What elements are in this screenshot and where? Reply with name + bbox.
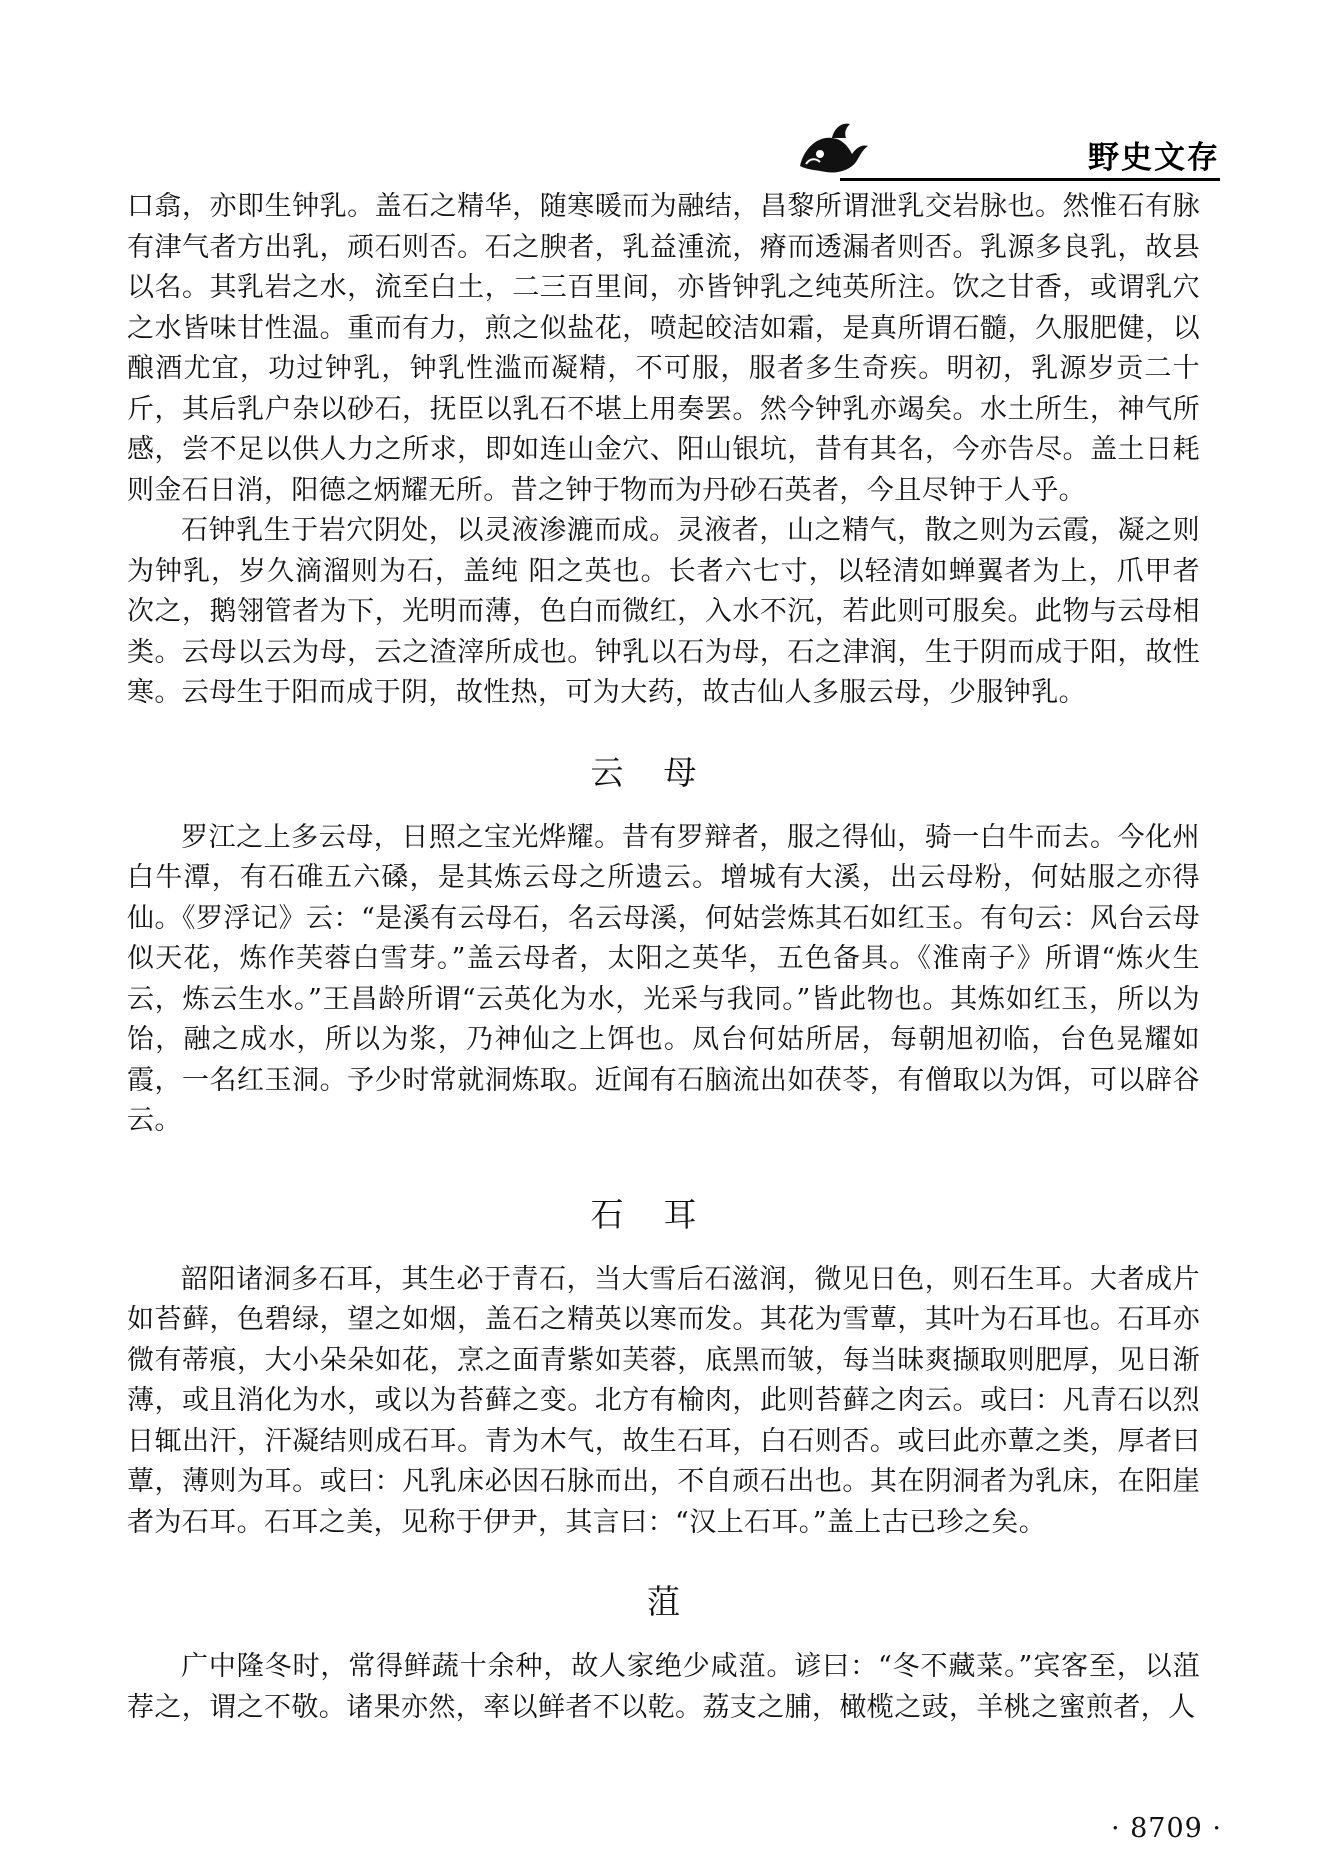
- section-body-zu: 广中隆冬时，常得鲜蔬十余种，故人家绝少咸菹。谚曰：“冬不藏菜。”宾客至，以菹荐之，谓之不敬。诸果亦然，率以鲜者不以乾。荔支之脯，橄榄之豉，羊桃之蜜煎者，人: [127, 1651, 1200, 1723]
- series-title: 野史文存: [1088, 140, 1220, 176]
- section-title-zu: 菹: [647, 1582, 680, 1621]
- paragraph-zhongru-continued: 口翕，亦即生钟乳。盖石之精华，随寒暖而为融结，昌黎所谓泄乳交岩脉也。然惟石有脉有津气者方出乳，顽石则否。石之腴者，乳益湩流，瘠而透漏者则否。乳源多良乳，故县以名。其乳岩之水，流至白土，二三百里间，亦皆钟乳之纯英所注。饮之甘香，或谓乳穴之水皆味甘性温。重而有力，煎之似盐花，喷起皎洁如霜，是真所谓石髓，久服肥健，以酿酒尤宜，功过钟乳，钟乳性滥而凝精，不可服，服者多生奇疾。明初，乳源岁贡二十斤，其后乳户杂以砂石，抚臣以乳石不堪上用奏罢。然今钟乳亦竭矣。水土所生，神气所感，尝不足以供人力之所求，即如连山金穴、阳山银坑，昔有其名，今亦告尽。盖土日耗则金石日消，阳德之炳耀无所。昔之钟于物而为丹砂石英者，今且尽钟于人乎。: [127, 191, 1200, 506]
- header-rule: [840, 178, 1220, 181]
- page-header: [790, 118, 1220, 188]
- section-body-yunmu: 罗江之上多云母，日照之宝光烨耀。昔有罗辩者，服之得仙，骑一白牛而去。今化州白牛潭，有石碓五六磉，是其炼云母之所遗云。增城有大溪，出云母粉，何姑服之亦得仙。《罗浮记》云：“是溪有云母石，名云母溪，何姑尝炼其石如红玉。有句云：风台云母似天花，炼作芙蓉白雪芽。”盖云母者，太阳之英华，五色备具。《淮南子》所谓“炼火生云，炼云生水。”王昌龄所谓“云英化为水，光采与我同。”皆此物也。其炼如红玉，所以为饴，融之成水，所以为浆，乃神仙之上饵也。凤台何姑所居，每朝旭初临，台色晃耀如霞，一名红玉洞。予少时常就洞炼取。近闻有石脑流出如茯苓，有僧取以为饵，可以辟谷云。: [127, 821, 1200, 1136]
- paragraph-shizhongru: 石钟乳生于岩穴阴处，以灵液渗漉而成。灵液者，山之精气，散之则为云霞，凝之则为钟乳，岁久滴溜则为石，盖纯 阳之英也。长者六七寸，以轻清如蝉翼者为上，爪甲者次之，鹅翎管者为下，光明而薄，色白而微红，入水不沉，若此则可服矣。此物与云母相类。云母以云为母，云之渣滓所成也。钟乳以石为母，石之津润，生于阴而成于阳，故性寒。云母生于阳而成于阴，故性热，可为大药，故古仙人多服云母，少服钟乳。: [127, 515, 1200, 708]
- dragon-emblem-icon: [790, 118, 870, 180]
- section-title-shier: 石耳: [590, 1194, 737, 1234]
- page-body: [127, 187, 1200, 1728]
- section-body-shier: 韶阳诸洞多石耳，其生必于青石，当大雪后石滋润，微见日色，则石生耳。大者成片如苔藓，色碧绿，望之如烟，盖石之精英以寒而发。其花为雪蕈，其叶为石耳也。石耳亦微有蒂痕，大小朵朵如花，烹之面青紫如芙蓉，底黑而皱，每当昧爽撷取则肥厚，见日渐薄，或且消化为水，或以为苔藓之变。北方有榆肉，此则苔藓之肉云。或曰：凡青石以烈日辄出汗，汗凝结则成石耳。青为木气，故生石耳，白石则否。或曰此亦蕈之类，厚者曰蕈，薄则为耳。或曰：凡乳床必因石脉而出，不自顽石出也。其在阴洞者为乳床，在阳崖者为石耳。石耳之美，见称于伊尹，其言曰：“汉上石耳。”盖上古已珍之矣。: [127, 1263, 1200, 1538]
- section-title-yunmu: 云母: [590, 752, 737, 792]
- page-number: · 8709 ·: [1110, 1813, 1222, 1844]
